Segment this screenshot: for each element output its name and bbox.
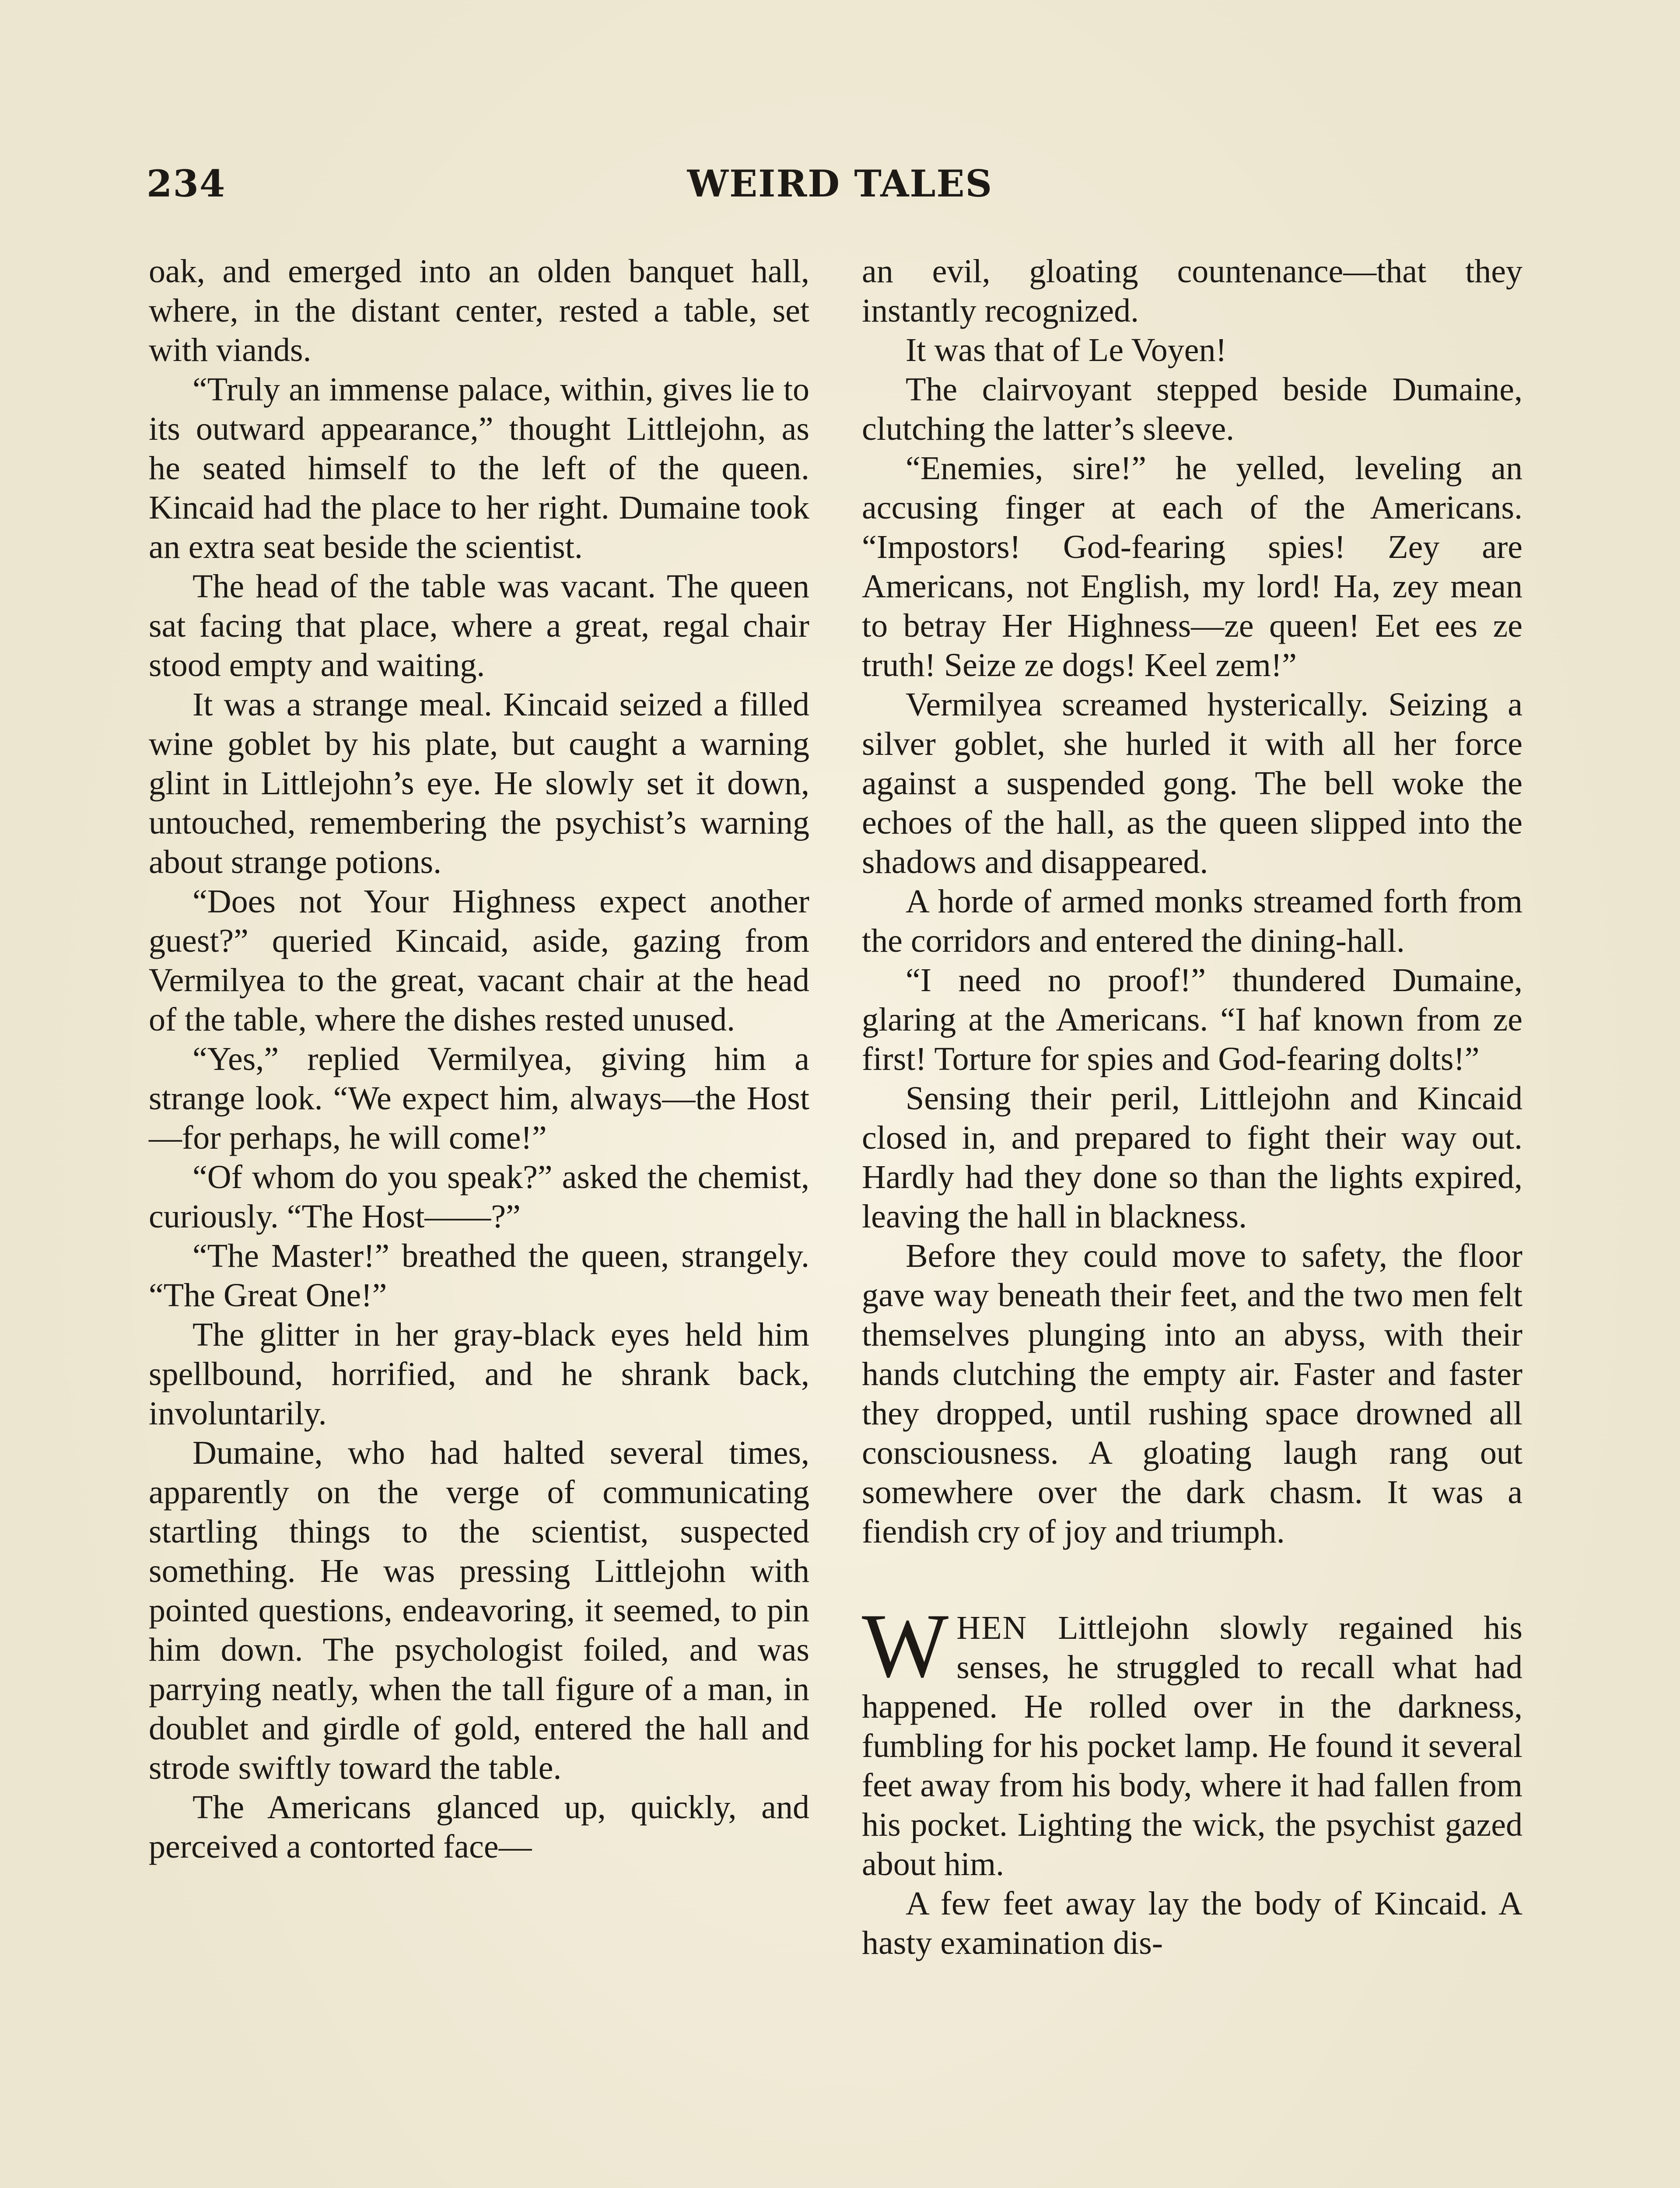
paragraph: The Americans glanced up, quickly, and perceived a contorted face—: [149, 1789, 809, 1865]
paragraph: “Does not Your Highness expect another guest?” queried Kincaid, aside, gazing from Vermilyea to the great, vacant chair at the head of the table, where the dishes rested unused.: [149, 883, 809, 1038]
paragraph: “I need no proof!” thundered Dumaine, glaring at the Americans. “I haf known from ze first! Torture for spies and God-fearing dolts!”: [862, 962, 1522, 1077]
page-header: [147, 162, 1533, 210]
opening-paragraph-text: Littlejohn slowly regained his senses, he struggled to recall what had happened. He rolled over in the darkness, fumbling for his pocket lamp. He found it several feet away from his body, where it had fallen from his pocket. Lighting the wick, the psychist gazed about him.: [862, 1609, 1522, 1883]
small-caps-lead: HEN: [956, 1609, 1028, 1646]
paragraph: an evil, gloating countenance—that they instantly recognized.: [862, 253, 1522, 329]
section-opening-paragraph: [862, 1595, 1522, 1884]
paragraph: It was that of Le Voyen!: [906, 332, 1227, 368]
drop-cap: W: [862, 1595, 949, 1697]
paragraph: “Truly an immense palace, within, gives lie to its outward appearance,” thought Littlejohn, as he seated himself to the left of the queen. Kincaid had the place to her right. Dumaine took an extra seat beside the scientist.: [149, 371, 809, 565]
paragraph: It was a strange meal. Kincaid seized a filled wine goblet by his plate, but caught a warning glint in Littlejohn’s eye. He slowly set it down, untouched, remembering the psychist’s warning about strange potions.: [149, 686, 809, 880]
paragraph: Before they could move to safety, the floor gave way beneath their feet, and the two men felt themselves plunging into an abyss, with their hands clutching the empty air. Faster and faster they dropped, until rushing space drowned all consciousness. A gloating laugh rang out somewhere over the dark chasm. It was a fiendish cry of joy and triumph.: [862, 1238, 1522, 1550]
paragraph: The clairvoyant stepped beside Dumaine, clutching the latter’s sleeve.: [862, 371, 1522, 447]
right-column-paragraphs: [862, 252, 1522, 1551]
right-text-column: [862, 252, 1522, 1963]
paragraph: “The Master!” breathed the queen, strangely. “The Great One!”: [149, 1238, 809, 1314]
paragraph: Sensing their peril, Littlejohn and Kincaid closed in, and prepared to fight their way out. Hardly had they done so than the lights expired, leaving the hall in blackness.: [862, 1080, 1522, 1235]
paragraph: The head of the table was vacant. The queen sat facing that place, where a great, regal chair stood empty and waiting.: [149, 568, 809, 684]
paragraph: Dumaine, who had halted several times, apparently on the verge of communicating startling things to the scientist, suspected something. He was pressing Littlejohn with pointed questions, endeavoring, it seemed, to pin him down. The psychologist foiled, and was parrying neatly, when the tall figure of a man, in doublet and girdle of gold, entered the hall and strode swiftly toward the table.: [149, 1434, 809, 1786]
running-title: WEIRD TALES: [687, 162, 993, 205]
section-break: [862, 1551, 1522, 1608]
left-text-column: [149, 252, 809, 1866]
page-number: 234: [147, 162, 226, 205]
paragraph: “Yes,” replied Vermilyea, giving him a strange look. “We expect him, always—the Host—for perhaps, he will come!”: [149, 1041, 809, 1156]
paragraph: “Of whom do you speak?” asked the chemist, curiously. “The Host——?”: [149, 1159, 809, 1235]
paragraph: The glitter in her gray-black eyes held him spellbound, horrified, and he shrank back, involuntarily.: [149, 1316, 809, 1432]
paragraph: Vermilyea screamed hysterically. Seizing a silver goblet, she hurled it with all her force against a suspended gong. The bell woke the echoes of the hall, as the queen slipped into the shadows and disappeared.: [862, 686, 1522, 880]
paragraph: A few feet away lay the body of Kincaid. A hasty examination dis-: [862, 1885, 1522, 1961]
paragraph: oak, and emerged into an olden banquet hall, where, in the distant center, rested a table, set with viands.: [149, 253, 809, 368]
paragraph: A horde of armed monks streamed forth from the corridors and entered the dining-hall.: [862, 883, 1522, 959]
paragraph: “Enemies, sire!” he yelled, leveling an accusing finger at each of the Americans. “Impostors! God-fearing spies! Zey are Americans, not English, my lord! Ha, zey mean to betray Her Highness—ze queen! Eet ees ze truth! Seize ze dogs! Keel zem!”: [862, 450, 1522, 684]
